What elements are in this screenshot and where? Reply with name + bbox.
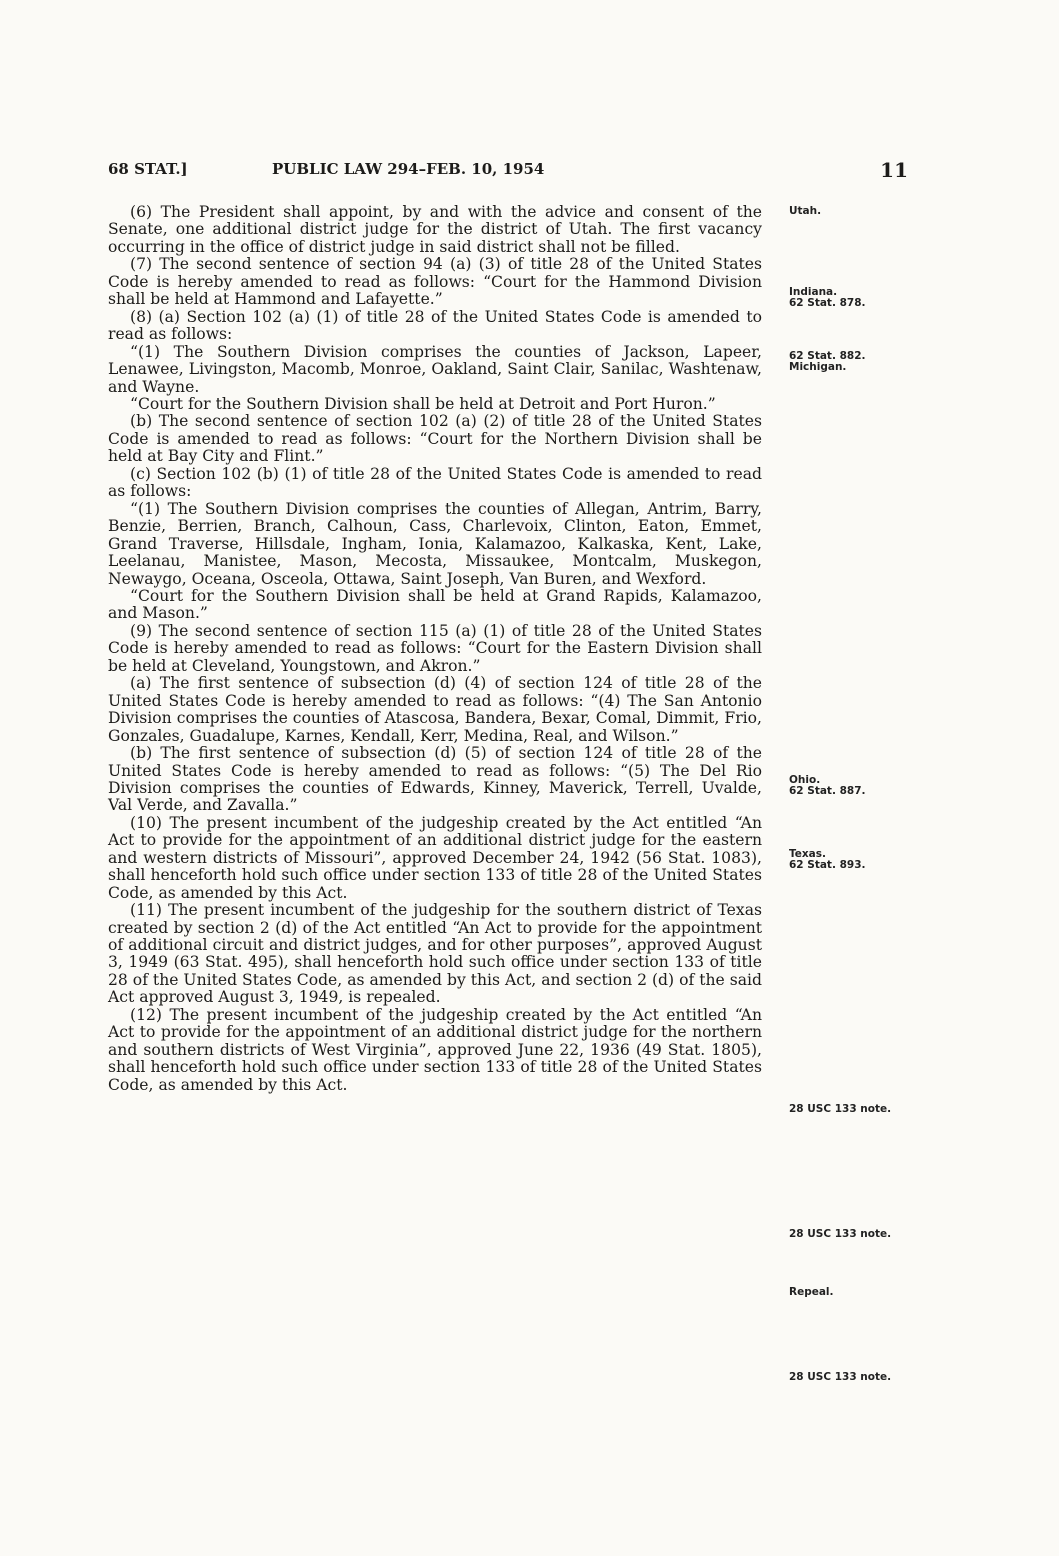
margin-note-michigan: 62 Stat. 882. Michigan. [789,350,866,373]
paragraph-7: (7) The second sentence of section 94 (a) (3) of title 28 of the United States Code is hereby amended to read as follows: “Court for the Hammond Division shall be held at Hammond and Lafayette.” [108,255,762,309]
paragraph-11: (11) The present incumbent of the judgeship for the southern district of Texas created by section 2 (d) of the Act entitled “An Act to provide for the appointment of additional circuit and district judges, and for other purposes”, approved August 3, 1949 (63 Stat. 495), shall henceforth hold such office under section 133 of title 28 of the United States Code, as amended by this Act, and section 2 (d) of the said Act approved August 3, 1949, is repealed. [108,901,762,1007]
paragraph-8a: (8) (a) Section 102 (a) (1) of title 28 of the United States Code is amended to read as follows: [108,307,762,344]
margin-note-usc-3: 28 USC 133 note. [789,1371,892,1383]
paragraph-9b: (b) The first sentence of subsection (d) (5) of section 124 of title 28 of the United States Code is hereby amended to read as follows: “(5) The Del Rio Division comprises the counties of Edwards, Kinney, Maverick, Terrell, Uvalde, Val Verde, and Zavalla.” [108,744,762,815]
paragraph-10: (10) The present incumbent of the judgeship created by the Act entitled “An Act to provide for the appointment of an additional district judge for the eastern and western districts of Missouri”, approved December 24, 1942 (56 Stat. 1083), shall henceforth hold such office under section 133 of title 28 of the United States Code, as amended by this Act. [108,813,762,902]
margin-note-usc-1: 28 USC 133 note. [789,1103,892,1115]
margin-note-texas: Texas. 62 Stat. 893. [789,848,866,871]
quoted-southern-division-allegan: “(1) The Southern Division comprises the counties of Allegan, Antrim, Barry, Benzie, Berrien, Branch, Calhoun, Cass, Charlevoix, Clinton, Eaton, Emmet, Grand Traverse, Hillsdale, Ingham, Ionia, Kalamazoo, Kalkaska, Kent, Lake, Leelanau, Manistee, Mason, Mecosta, Missaukee, Montcalm, Muskegon, Newaygo, Oceana, Osceola, Ottawa, Saint Joseph, Van Buren, and Wexford. [108,499,762,588]
page-number: 11 [880,158,908,182]
margin-note-usc-2: 28 USC 133 note. [789,1228,892,1240]
margin-note-utah: Utah. [789,205,822,217]
statute-body [108,204,762,1094]
paragraph-9a: (a) The first sentence of subsection (d) (4) of section 124 of title 28 of the United States Code is hereby amended to read as follows: “(4) The San Antonio Division comprises the counties of Atascosa, Bandera, Bexar, Comal, Dimmit, Frio, Gonzales, Guadalupe, Karnes, Kendall, Kerr, Medina, Real, and Wilson.” [108,674,762,745]
quoted-southern-division-jackson: “(1) The Southern Division comprises the counties of Jackson, Lapeer, Lenawee, Livingston, Macomb, Monroe, Oakland, Saint Clair, Sanilac, Washtenaw, and Wayne. [108,342,762,396]
volume-reference: 68 STAT.] [108,160,188,178]
margin-note-indiana: Indiana. 62 Stat. 878. [789,286,866,309]
quoted-court-detroit: “Court for the Southern Division shall be held at Detroit and Port Huron.” [130,394,716,413]
paragraph-9: (9) The second sentence of section 115 (a) (1) of title 28 of the United States Code is hereby amended to read as follows: “Court for the Eastern Division shall be held at Cleveland, Youngstown, and Akron.” [108,621,762,675]
margin-note-ohio: Ohio. 62 Stat. 887. [789,774,866,797]
quoted-court-grand-rapids: “Court for the Southern Division shall be held at Grand Rapids, Kalamazoo, and Mason.” [108,586,762,623]
paragraph-8c: (c) Section 102 (b) (1) of title 28 of the United States Code is amended to read as follows: [108,464,762,501]
paragraph-12: (12) The present incumbent of the judgeship created by the Act entitled “An Act to provide for the appointment of an additional district judge for the northern and southern districts of West Virginia”, approved June 22, 1936 (49 Stat. 1805), shall henceforth hold such office under section 133 of title 28 of the United States Code, as amended by this Act. [108,1005,762,1094]
paragraph-6: (6) The President shall appoint, by and with the advice and consent of the Senate, one additional district judge for the district of Utah. The first vacancy occurring in the office of district judge in said district shall not be filled. [108,203,762,256]
page-header [108,160,908,184]
margin-note-repeal: Repeal. [789,1286,834,1298]
paragraph-8b: (b) The second sentence of section 102 (a) (2) of title 28 of the United States Code is amended to read as follows: “Court for the Northern Division shall be held at Bay City and Flint.” [108,412,762,466]
running-title: PUBLIC LAW 294–FEB. 10, 1954 [272,160,545,178]
